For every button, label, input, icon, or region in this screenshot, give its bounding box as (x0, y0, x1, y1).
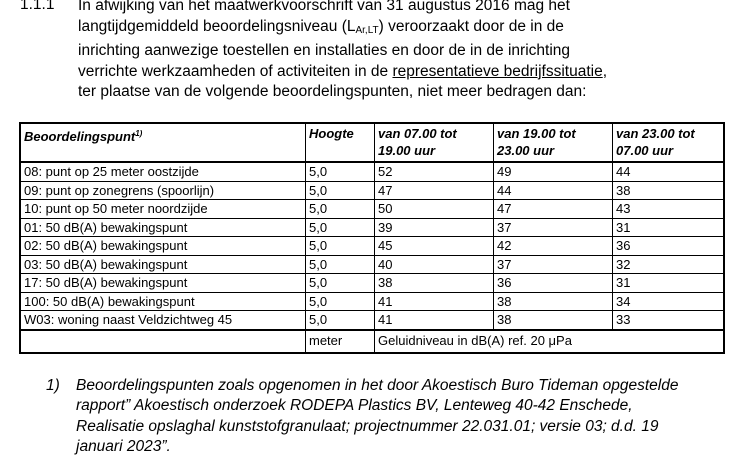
table-row (20, 237, 724, 256)
paragraph-line-2-start: langtijdgemiddeld beoordelingsniveau (L (78, 17, 356, 35)
cell-night: 43 (613, 200, 725, 219)
cell-evening: 38 (494, 311, 613, 330)
header-night-line-2: 07.00 uur (616, 143, 674, 158)
table-row (20, 162, 724, 181)
paragraph-line-4 (78, 62, 738, 83)
cell-point: 100: 50 dB(A) bewakingspunt (20, 292, 306, 311)
paragraph-line-3: inrichting aanwezige toestellen en installaties en door de in de inrichting (78, 42, 571, 60)
cell-height: 5,0 (306, 181, 375, 200)
cell-day: 39 (375, 218, 494, 237)
unit-blank-cell (20, 330, 306, 353)
paragraph-line-2-end: ) veroorzaakt door de in de (378, 17, 564, 35)
cell-night: 38 (613, 181, 725, 200)
height-unit-cell: meter (306, 330, 375, 353)
cell-height: 5,0 (306, 218, 375, 237)
cell-night: 34 (613, 292, 725, 311)
cell-evening: 37 (494, 255, 613, 274)
header-evening-line-2: 23.00 uur (497, 143, 555, 158)
cell-night: 33 (613, 311, 725, 330)
cell-day: 41 (375, 292, 494, 311)
cell-point: 01: 50 dB(A) bewakingspunt (20, 218, 306, 237)
footnote-line-2: rapport” Akoestisch onderzoek RODEPA Plastics BV, Lenteweg 40-42 Enschede, (76, 397, 633, 415)
cell-day: 45 (375, 237, 494, 256)
cell-day: 41 (375, 311, 494, 330)
footnote-number: 1) (46, 377, 60, 394)
cell-height: 5,0 (306, 311, 375, 330)
table-header-row (20, 123, 724, 162)
header-day-line-2: 19.00 uur (378, 143, 436, 158)
table-row (20, 274, 724, 293)
paragraph-text (78, 0, 738, 103)
cell-height: 5,0 (306, 292, 375, 311)
header-point-label: Beoordelingspunt (24, 129, 136, 144)
paragraph-line-4-end: , (602, 62, 608, 80)
cell-point: W03: woning naast Veldzichtweg 45 (20, 311, 306, 330)
header-night-line-1: van 23.00 tot (616, 126, 695, 141)
cell-height: 5,0 (306, 274, 375, 293)
header-night (613, 123, 725, 162)
paragraph-line-1: In afwijking van het maatwerkvoorschrift van 31 augustus 2016 mag het (78, 0, 570, 14)
cell-day: 47 (375, 181, 494, 200)
footnote-line-4: januari 2023”. (76, 438, 171, 456)
cell-height: 5,0 (306, 237, 375, 256)
footnote-text (76, 376, 716, 458)
table-row (20, 218, 724, 237)
cell-point: 03: 50 dB(A) bewakingspunt (20, 255, 306, 274)
header-day (375, 123, 494, 162)
table-row (20, 200, 724, 219)
level-subscript: Ar,LT (355, 24, 379, 36)
header-point (20, 123, 306, 162)
cell-night: 36 (613, 237, 725, 256)
paragraph-line-2 (78, 17, 738, 42)
level-unit-cell: Geluidniveau in dB(A) ref. 20 μPa (375, 330, 725, 353)
footnote-line-3: Realisatie opslaghal kunststofgranulaat; projectnummer 22.031.01; versie 03; d.d. 19 (76, 417, 659, 435)
cell-point: 17: 50 dB(A) bewakingspunt (20, 274, 306, 293)
cell-point: 09: punt op zonegrens (spoorlijn) (20, 181, 306, 200)
paragraph-number: 1.1.1 (20, 0, 55, 13)
cell-point: 10: punt op 50 meter noordzijde (20, 200, 306, 219)
unit-row (20, 330, 724, 353)
cell-evening: 38 (494, 292, 613, 311)
cell-height: 5,0 (306, 200, 375, 219)
cell-night: 31 (613, 218, 725, 237)
cell-height: 5,0 (306, 255, 375, 274)
footnote-line-1: Beoordelingspunten zoals opgenomen in het door Akoestisch Buro Tideman opgestelde (76, 377, 679, 394)
cell-height: 5,0 (306, 162, 375, 181)
header-evening (494, 123, 613, 162)
cell-night: 31 (613, 274, 725, 293)
cell-evening: 44 (494, 181, 613, 200)
table-row (20, 255, 724, 274)
table-row (20, 181, 724, 200)
cell-day: 38 (375, 274, 494, 293)
cell-evening: 37 (494, 218, 613, 237)
cell-night: 32 (613, 255, 725, 274)
paragraph-line-5: ter plaatse van de volgende beoordelingspunten, niet meer bedragen dan: (78, 83, 587, 101)
cell-point: 02: 50 dB(A) bewakingspunt (20, 237, 306, 256)
header-evening-line-1: van 19.00 tot (497, 126, 576, 141)
table-row (20, 311, 724, 330)
header-point-footnote-ref: 1) (135, 129, 143, 138)
cell-day: 40 (375, 255, 494, 274)
cell-point: 08: punt op 25 meter oostzijde (20, 162, 306, 181)
cell-evening: 49 (494, 162, 613, 181)
header-height: Hoogte (306, 123, 375, 162)
cell-day: 52 (375, 162, 494, 181)
cell-evening: 47 (494, 200, 613, 219)
header-day-line-1: van 07.00 tot (378, 126, 457, 141)
cell-evening: 42 (494, 237, 613, 256)
noise-level-table (19, 122, 725, 354)
paragraph-line-4-start: verrichte werkzaamheden of activiteiten in de (78, 62, 393, 80)
cell-day: 50 (375, 200, 494, 219)
table-row (20, 292, 724, 311)
cell-night: 44 (613, 162, 725, 181)
cell-evening: 36 (494, 274, 613, 293)
representative-situation-link[interactable]: representatieve bedrijfssituatie (392, 62, 603, 80)
